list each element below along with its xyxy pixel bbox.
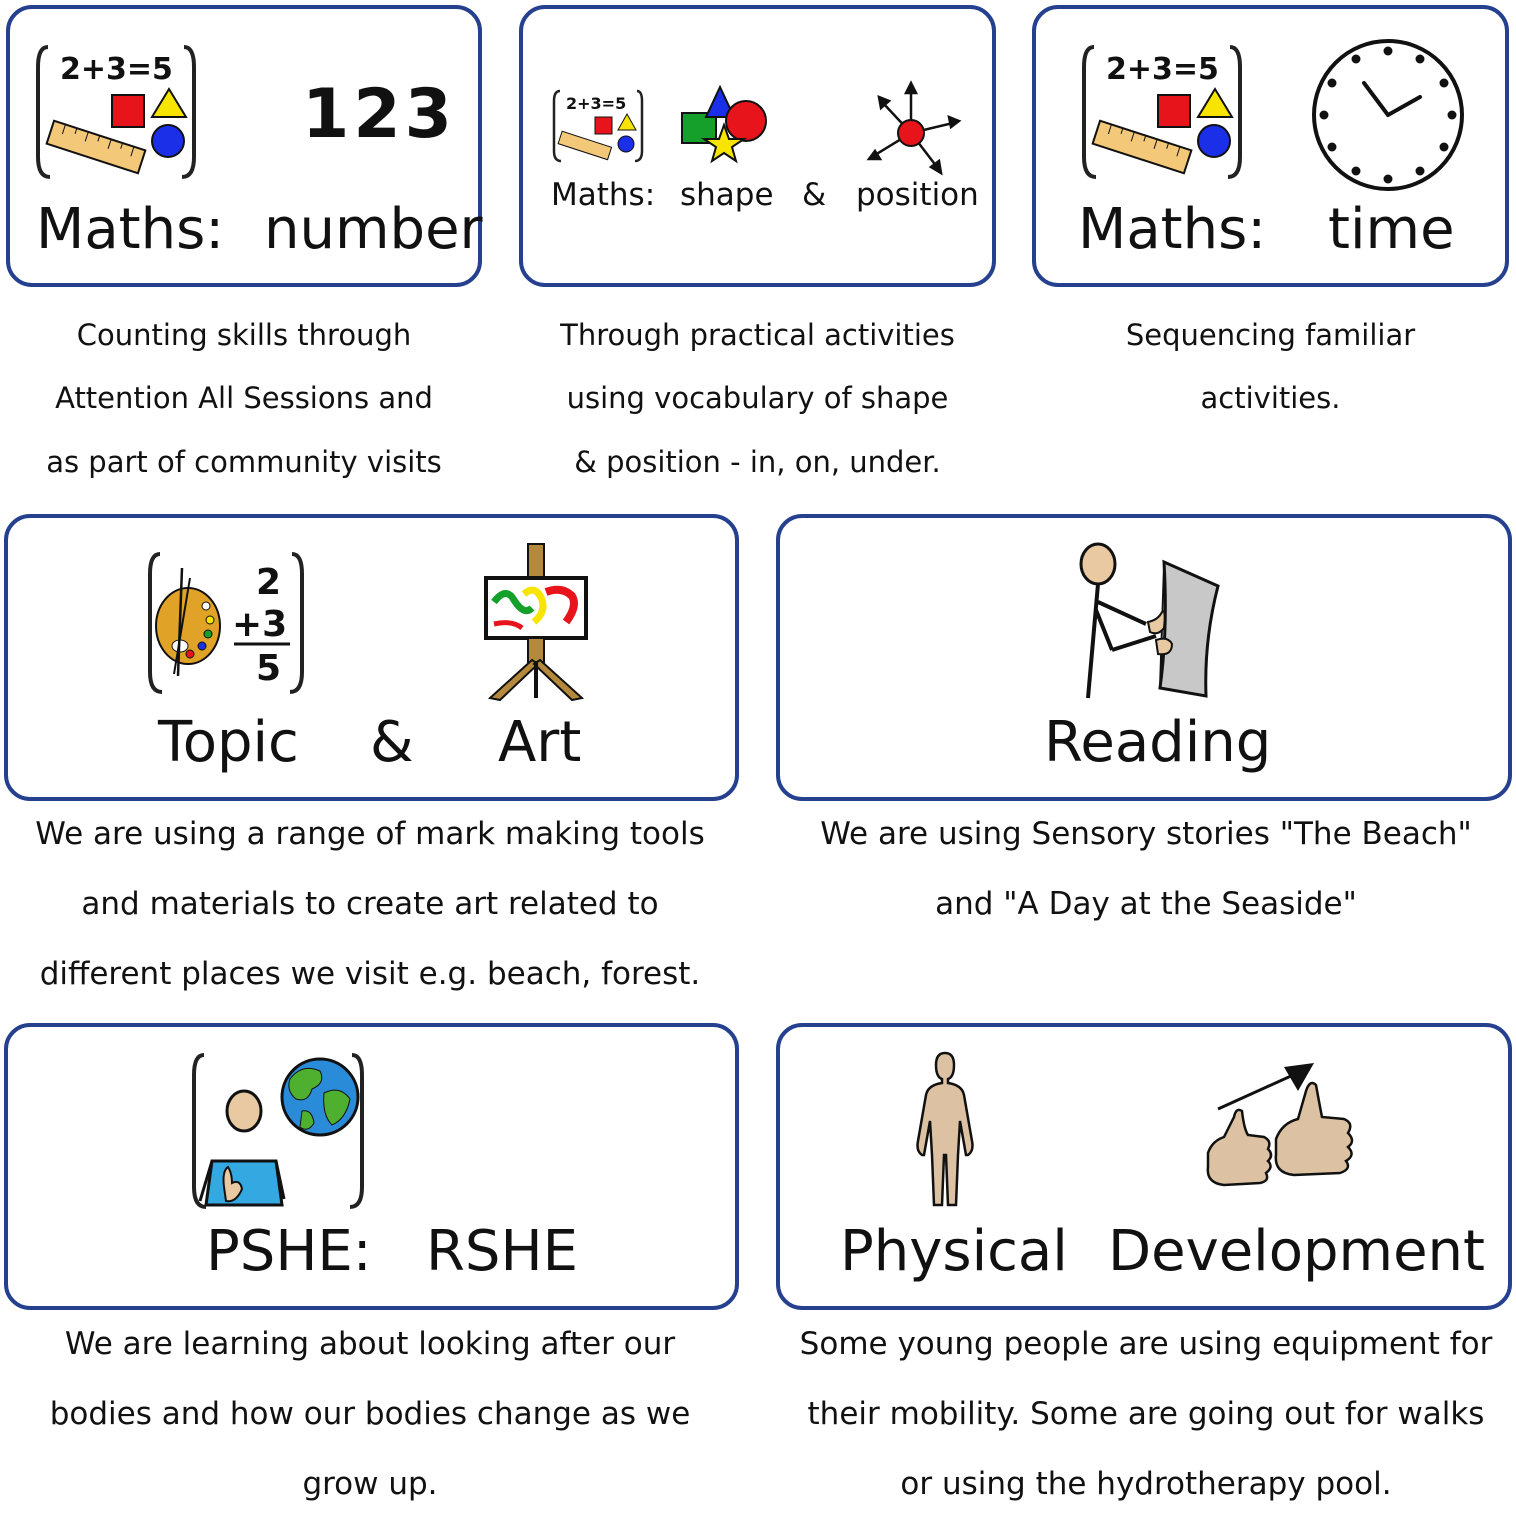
desc-maths-shape (519, 318, 996, 498)
desc-line: or using the hydrotherapy pool. (900, 1466, 1392, 1502)
label-art: Art (498, 710, 582, 775)
label-rshe: RSHE (426, 1219, 578, 1284)
word-position: position (856, 177, 979, 213)
thumbs-up-icon (1202, 1057, 1372, 1207)
desc-maths-time (1032, 318, 1509, 438)
label-topic: Topic (158, 710, 299, 775)
clock-icon (1308, 37, 1468, 197)
desc-line: different places we visit e.g. beach, forest. (39, 956, 701, 992)
label-development: Development (1108, 1219, 1485, 1284)
card-pshe (4, 1023, 739, 1310)
desc-line: activities. (1200, 381, 1341, 415)
label-pshe: PSHE: (206, 1219, 372, 1284)
desc-line: using vocabulary of shape (566, 381, 949, 415)
easel-icon (482, 542, 592, 702)
label-physical: Physical (840, 1219, 1068, 1284)
desc-line: Some young people are using equipment for (799, 1326, 1493, 1362)
pshe-icon (190, 1049, 370, 1214)
card-maths-shape (519, 5, 996, 287)
word-maths: Maths: (551, 177, 656, 213)
topic-icon (148, 548, 308, 698)
label-time: time (1328, 197, 1455, 262)
desc-line: grow up. (302, 1466, 438, 1502)
maths-icon (1082, 37, 1242, 187)
sum-mid: +3 (232, 604, 288, 645)
desc-line: and "A Day at the Seaside" (935, 886, 1357, 922)
shapes-icon (678, 83, 778, 173)
maths-icon (553, 87, 643, 167)
desc-topic-art (0, 816, 740, 1006)
word-and: & (802, 177, 827, 213)
desc-line: as part of community visits (46, 445, 442, 479)
card-physical (776, 1023, 1512, 1310)
label-amp: & (370, 710, 414, 775)
desc-reading (776, 816, 1516, 936)
sum-bottom: 5 (256, 648, 282, 689)
label-reading: Reading (1044, 710, 1272, 775)
desc-line: and materials to create art related to (81, 886, 659, 922)
desc-line: & position - in, on, under. (574, 445, 941, 479)
card-reading (776, 514, 1512, 801)
desc-maths-number (6, 318, 482, 498)
desc-physical (776, 1326, 1516, 1516)
big-number: 123 (302, 75, 456, 154)
desc-line: Through practical activities (560, 318, 955, 352)
desc-line: Counting skills through (76, 318, 412, 352)
label-maths: Maths: (1078, 197, 1267, 262)
card-topic-art (4, 514, 739, 801)
position-icon (863, 81, 963, 181)
desc-line: Attention All Sessions and (55, 381, 433, 415)
maths-icon-label: 2+3=5 (1106, 52, 1219, 87)
label-number: number (264, 197, 483, 262)
card-maths-time (1032, 5, 1509, 287)
maths-icon-label: 2+3=5 (60, 52, 173, 87)
desc-line: their mobility. Some are going out for walks (807, 1396, 1485, 1432)
desc-line: We are learning about looking after our (64, 1326, 676, 1362)
desc-pshe (0, 1326, 740, 1516)
sum-top: 2 (256, 562, 282, 603)
card-maths-number (6, 5, 482, 287)
desc-line: Sequencing familiar (1125, 318, 1416, 352)
maths-icon (36, 37, 196, 187)
desc-line: bodies and how our bodies change as we (49, 1396, 691, 1432)
maths-icon-label: 2+3=5 (566, 94, 627, 113)
reading-icon (1076, 540, 1236, 710)
label-maths: Maths: (36, 197, 225, 262)
desc-line: We are using Sensory stories "The Beach" (820, 816, 1472, 852)
desc-line: We are using a range of mark making tools (35, 816, 705, 852)
body-icon (910, 1051, 980, 1211)
word-shape: shape (680, 177, 774, 213)
